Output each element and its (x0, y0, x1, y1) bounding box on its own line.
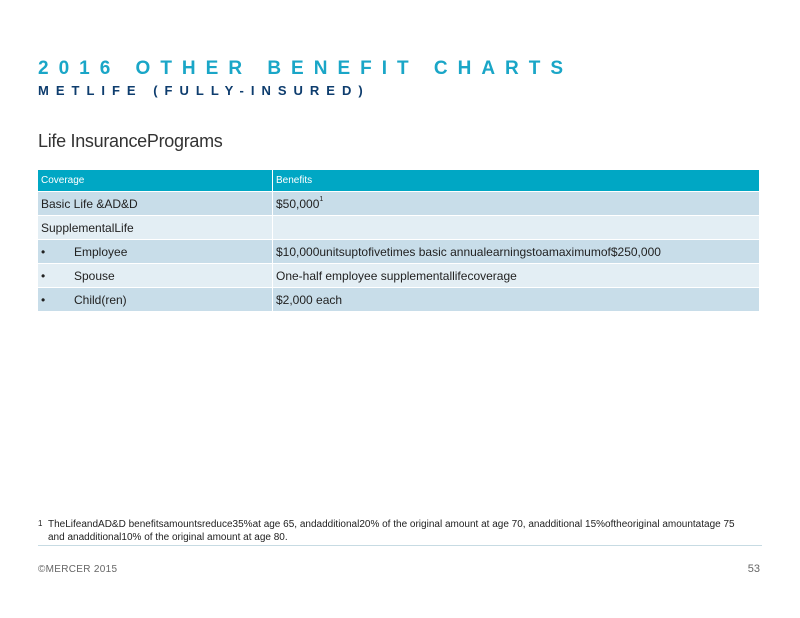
coverage-cell (38, 240, 273, 264)
table-header-row (38, 170, 760, 192)
coverage-cell (38, 288, 273, 312)
benefit-cell (273, 264, 760, 288)
table-row (38, 240, 760, 264)
benefit-value: $2,000 each (276, 292, 343, 307)
benefit-cell (273, 192, 760, 216)
table-row (38, 216, 760, 240)
footnote-marker: 1 (38, 519, 43, 528)
footnote-text: TheLifeandAD&D benefitsamountsreduce35%at age 65, andadditional20% of the original amount at age 70, anadditional 15%oftheoriginal amountatage 75 and anadditional10% of the original amount at age 80. (48, 519, 735, 543)
column-header-benefits: Benefits (273, 170, 760, 192)
benefit-cell (273, 240, 760, 264)
benefit-cell (273, 288, 760, 312)
table-row (38, 288, 760, 312)
page-subtitle: METLIFE (FULLY-INSURED) (38, 83, 370, 98)
coverage-cell (38, 192, 273, 216)
table-row (38, 264, 760, 288)
page-title: 2016 OTHER BENEFIT CHARTS (38, 58, 574, 79)
bullet-marker: • (41, 244, 46, 259)
copyright-notice: ©MERCER 2015 (38, 564, 118, 575)
footnote-reference: 1 (319, 195, 324, 203)
coverage-label: Employee (74, 244, 128, 259)
footnote (38, 518, 738, 544)
column-header-coverage: Coverage (38, 170, 273, 192)
coverage-cell (38, 216, 273, 240)
coverage-label: Child(ren) (74, 292, 127, 307)
coverage-label: SupplementalLife (41, 220, 134, 235)
benefit-value: One-half employee supplementallifecoverage (276, 268, 517, 283)
coverage-label: Spouse (74, 268, 115, 283)
footer-divider (38, 545, 762, 546)
benefit-cell (273, 216, 760, 240)
bullet-marker: • (41, 292, 46, 307)
coverage-label: Basic Life &AD&D (41, 196, 138, 211)
bullet-marker: • (41, 268, 46, 283)
benefits-table (38, 170, 760, 311)
section-heading: Life InsurancePrograms (38, 131, 223, 151)
benefit-value: $10,000unitsuptofivetimes basic annualearningstoamaximumof$250,000 (276, 244, 661, 259)
coverage-cell (38, 264, 273, 288)
page-number: 53 (747, 563, 760, 575)
benefit-value: $50,000 (276, 196, 320, 211)
table-row (38, 192, 760, 216)
